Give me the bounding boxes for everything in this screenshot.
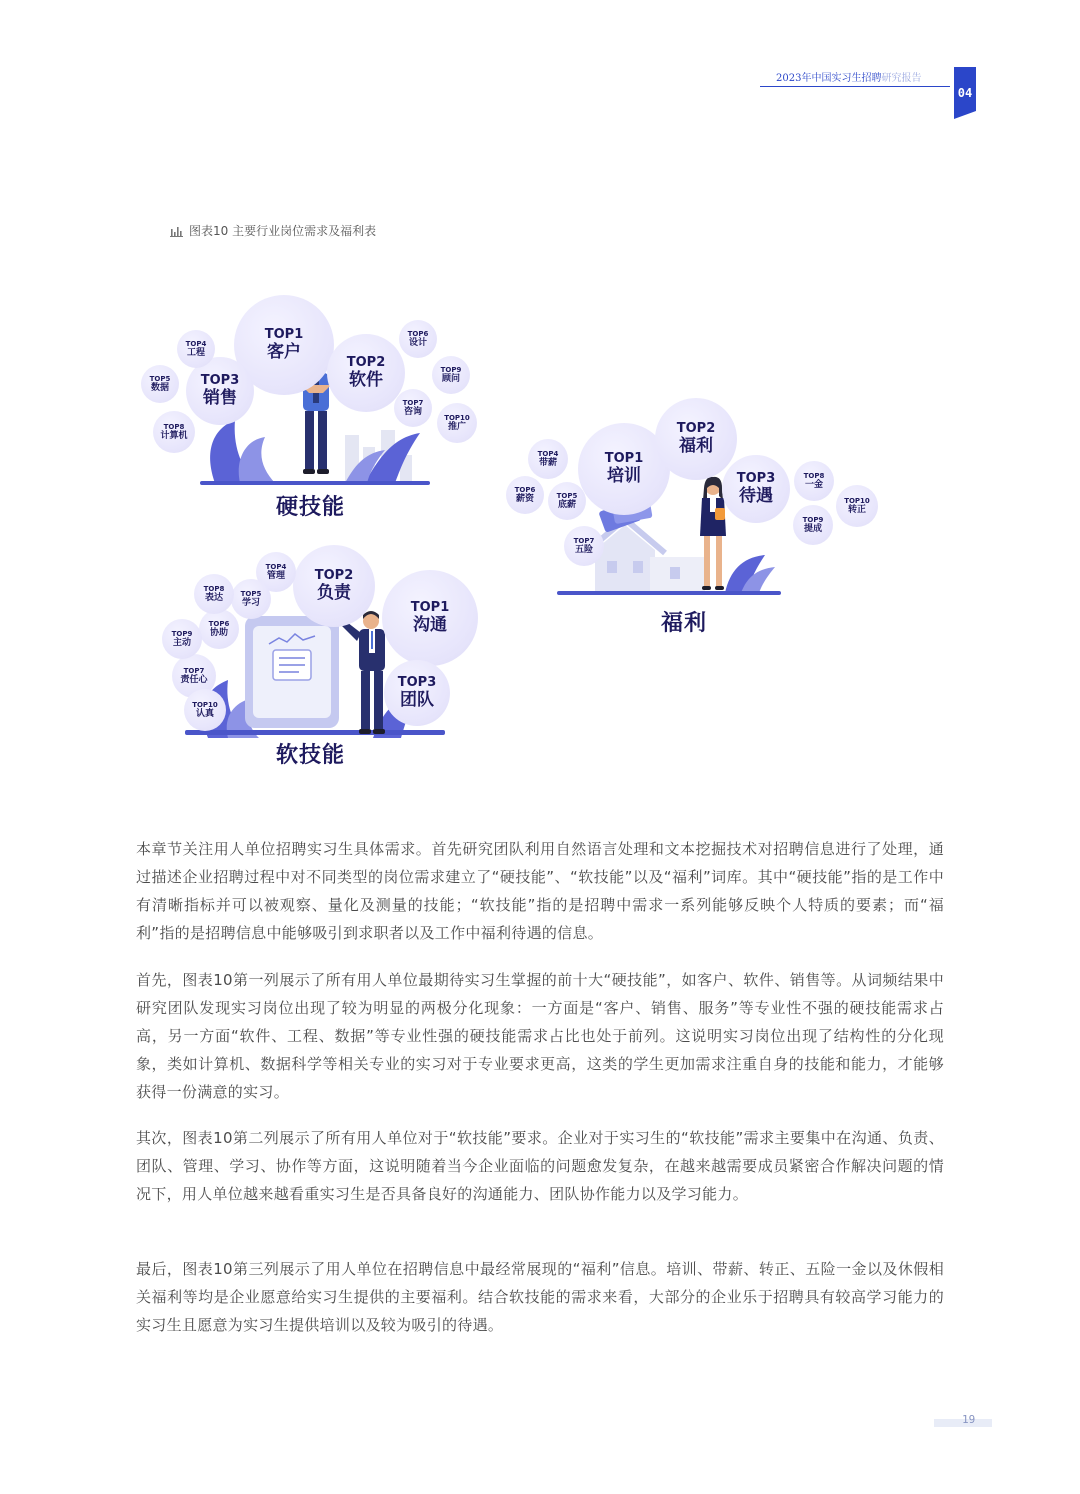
report-header-title: 2023年中国实习生招聘研究报告 xyxy=(776,73,922,84)
soft-skill-label: 责任心 xyxy=(180,674,208,685)
hard-skill-label: 计算机 xyxy=(160,430,188,441)
hard-skill-top2-bubble xyxy=(327,334,405,412)
soft-skill-label: 负责 xyxy=(317,582,351,603)
soft-skill-label: 协助 xyxy=(209,627,228,638)
benefit-rank: TOP2 xyxy=(676,420,716,436)
benefit-label: 薪资 xyxy=(515,493,534,504)
soft-skill-label: 团队 xyxy=(400,689,434,710)
hard-skill-rank: TOP10 xyxy=(444,413,470,422)
hard-skill-label: 销售 xyxy=(203,387,237,408)
soft-skill-top10-bubble xyxy=(184,689,226,731)
body-paragraph: 其次，图表10第二列展示了所有用人单位对于“软技能”要求。企业对于实习生的“软技能”需求主要集中在沟通、负责、团队、管理、学习、协作等方面，这说明随着当今企业面临的问题愈发复杂，在越来越需要成员紧密合作解决问题的情况下，用人单位越来越看重实习生是否具备良好的沟通能力、团队协作能力以及学习能力。 xyxy=(136,1129,944,1203)
benefit-top3-bubble xyxy=(722,455,790,523)
soft-skill-label: 学习 xyxy=(241,597,260,608)
soft-skill-rank: TOP6 xyxy=(208,619,230,628)
hard-skill-top4-bubble xyxy=(177,330,215,368)
benefit-label: 福利 xyxy=(679,435,713,456)
benefit-label: 底薪 xyxy=(557,499,576,510)
benefit-label: 培训 xyxy=(607,465,641,486)
hard-skill-rank: TOP1 xyxy=(264,326,304,342)
hard-skill-label: 工程 xyxy=(186,347,205,358)
soft-skills-title: 软技能 xyxy=(276,743,346,768)
benefit-top7-bubble xyxy=(564,526,604,566)
benefit-label: 转正 xyxy=(847,504,866,515)
hard-skill-label: 软件 xyxy=(349,369,383,390)
soft-skill-top9-bubble xyxy=(162,619,202,659)
benefit-rank: TOP6 xyxy=(514,485,536,494)
benefits-title: 福利 xyxy=(661,611,708,636)
benefit-top9-bubble xyxy=(793,505,833,545)
hard-skill-top9-bubble xyxy=(432,356,470,394)
hard-skill-top7-bubble xyxy=(394,389,432,427)
benefit-rank: TOP1 xyxy=(604,450,644,466)
soft-skill-top3-bubble xyxy=(384,660,450,726)
chapter-number: 04 xyxy=(957,86,973,100)
soft-skill-top2-bubble xyxy=(293,545,375,627)
soft-skill-rank: TOP2 xyxy=(314,567,354,583)
soft-skill-rank: TOP10 xyxy=(192,700,218,709)
benefit-label: 待遇 xyxy=(739,485,773,506)
soft-skill-label: 表达 xyxy=(204,592,223,603)
hard-skill-rank: TOP9 xyxy=(440,365,462,374)
hard-skill-label: 顾问 xyxy=(441,373,460,384)
hard-skill-rank: TOP3 xyxy=(200,372,240,388)
hard-skill-rank: TOP6 xyxy=(407,329,429,338)
soft-skill-top6-bubble xyxy=(199,609,239,649)
benefit-label: 带薪 xyxy=(538,457,557,468)
benefit-rank: TOP4 xyxy=(537,449,559,458)
soft-skill-label: 认真 xyxy=(195,708,214,719)
soft-skill-rank: TOP5 xyxy=(240,589,262,598)
hard-skill-rank: TOP2 xyxy=(346,354,386,370)
soft-skill-rank: TOP4 xyxy=(265,562,287,571)
soft-skill-rank: TOP1 xyxy=(410,599,450,615)
soft-skill-rank: TOP3 xyxy=(397,674,437,690)
header-rule xyxy=(760,86,950,87)
benefit-rank: TOP10 xyxy=(844,496,870,505)
soft-skill-rank: TOP7 xyxy=(183,666,205,675)
benefit-rank: TOP8 xyxy=(803,471,825,480)
hard-skill-top8-bubble xyxy=(153,411,195,453)
hard-skills-title: 硬技能 xyxy=(276,495,346,520)
soft-skill-label: 管理 xyxy=(266,570,285,581)
body-paragraph: 首先，图表10第一列展示了所有用人单位最期待实习生掌握的前十大“硬技能”，如客户、软件、销售等。从词频结果中研究团队发现实习岗位出现了较为明显的两极分化现象：一方面是“客户、销售、服务”等专业性不强的硬技能需求占高，另一方面“软件、工程、数据”等专业性强的硬技能需求占比也处于前列。这说明实习岗位出现了结构性的分化现象，类如计算机、数据科学等相关专业的实习对于专业要求更高，这类的学生更加需求注重自身的技能和能力，才能够获得一份满意的实习。 xyxy=(136,971,944,1101)
benefit-rank: TOP3 xyxy=(736,470,776,486)
benefit-top6-bubble xyxy=(506,476,544,514)
hard-skill-label: 推广 xyxy=(447,421,466,432)
hard-skill-top6-bubble xyxy=(399,320,437,358)
benefit-top4-bubble xyxy=(528,439,568,479)
hard-skill-rank: TOP8 xyxy=(163,422,185,431)
soft-skill-label: 主动 xyxy=(172,637,191,648)
hard-skill-top10-bubble xyxy=(437,403,477,443)
benefit-top5-bubble xyxy=(548,482,586,520)
body-paragraph: 最后，图表10第三列展示了用人单位在招聘信息中最经常展现的“福利”信息。培训、带薪、转正、五险一金以及休假相关福利等均是企业愿意给实习生提供的主要福利。结合软技能的需求来看，大部分的企业乐于招聘具有较高学习能力的实习生且愿意为实习生提供培训以及较为吸引的待遇。 xyxy=(136,1260,944,1334)
soft-skill-rank: TOP8 xyxy=(203,584,225,593)
figure-caption: 图表10 主要行业岗位需求及福利表 xyxy=(170,222,376,239)
hard-skill-label: 设计 xyxy=(408,337,427,348)
soft-skill-top1-bubble xyxy=(382,570,478,666)
page-number: 19 xyxy=(962,1413,976,1426)
hard-skill-rank: TOP4 xyxy=(185,339,207,348)
soft-skill-top8-bubble xyxy=(194,574,234,614)
hard-skill-label: 客户 xyxy=(267,341,301,362)
benefit-label: 提成 xyxy=(803,523,822,534)
benefit-label: 五险 xyxy=(574,544,593,555)
hard-skill-label: 咨询 xyxy=(403,406,422,417)
soft-skill-top5-bubble xyxy=(231,579,271,619)
bar-chart-icon xyxy=(170,226,183,237)
benefit-top2-bubble xyxy=(655,398,737,480)
benefit-top10-bubble xyxy=(836,485,878,527)
benefit-rank: TOP7 xyxy=(573,536,595,545)
benefit-top8-bubble xyxy=(794,461,834,501)
hard-skill-rank: TOP7 xyxy=(402,398,424,407)
benefit-rank: TOP9 xyxy=(802,515,824,524)
body-paragraph: 本章节关注用人单位招聘实习生具体需求。首先研究团队利用自然语言处理和文本挖掘技术对招聘信息进行了处理，通过描述企业招聘过程中对不同类型的岗位需求建立了“硬技能”、“软技能”以及“福利”词库。其中“硬技能”指的是工作中有清晰指标并可以被观察、量化及测量的技能；“软技能”指的是招聘中需求一系列能够反映个人特质的要素；而“福利”指的是招聘信息中能够吸引到求职者以及工作中福利待遇的信息。 xyxy=(136,840,944,942)
benefit-label: 一金 xyxy=(804,479,823,490)
hard-skill-top5-bubble xyxy=(141,365,179,403)
hard-skill-label: 数据 xyxy=(150,382,169,393)
soft-skill-rank: TOP9 xyxy=(171,629,193,638)
hard-skill-rank: TOP5 xyxy=(149,374,171,383)
benefit-rank: TOP5 xyxy=(556,491,578,500)
soft-skill-label: 沟通 xyxy=(413,614,447,635)
